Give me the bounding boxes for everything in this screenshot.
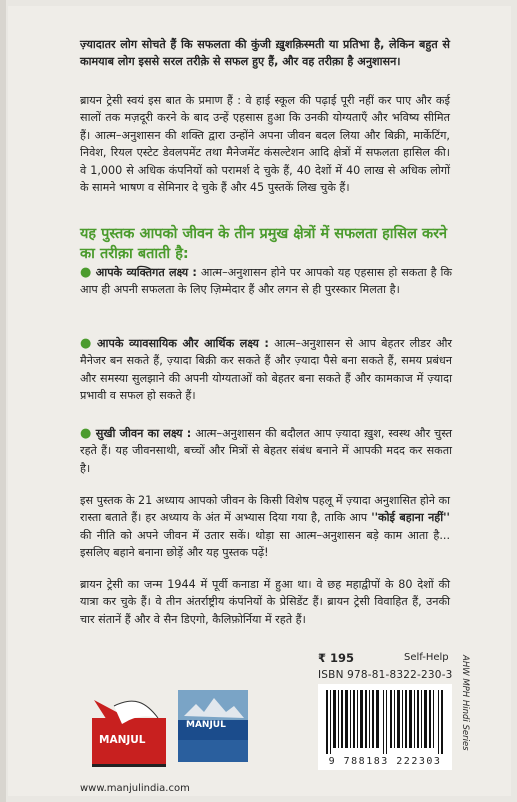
chapters-paragraph: इस पुस्तक के 21 अध्याय आपको जीवन के किसी विशेष पहलू में ज़्यादा अनुशासित होने का रास्ता बताते हैं। हर अध्याय के अंत में अभ्यास दिया गया है, ताकि आप ''कोई बहाना नहीं'' की नीति को अपने जीवन में उतार सकें। थोड़ा सा आत्म–अनुशासन बड़े काम आता है... इसलिए बहाने बनाना छोड़ें और यह पुस्तक पढ़ें!: [80, 494, 451, 560]
publisher-logo-text-2: MANJUL: [186, 720, 226, 730]
isbn: ISBN 978-81-8322-230-3: [318, 669, 453, 681]
intro-paragraph: ज़्यादातर लोग सोचते हैं कि सफलता की कुंजी ख़ुशक़िस्मती या प्रतिभा है, लेकिन बहुत से कामयाब लोग इससे सरल तरीक़े से सफल हुए हैं, और वह तरीक़ा है अनुशासन।: [80, 38, 450, 69]
publisher-logo-text: MANJUL: [99, 734, 146, 746]
price: ₹ 195: [318, 651, 355, 665]
genre-label: Self-Help: [404, 652, 449, 663]
bullet-business-goals: ● आपके व्यावसायिक और आर्थिक लक्ष्य : आत्म–अनुशासन से आप बेहतर लीडर और मैनेजर बन सकते हैं, ज़्यादा बिक्री कर सकते हैं और ज़्यादा पैसे बना सकते हैं, समय प्रबंधन और समस्या सुलझाने की अपनी योग्यताओं को बेहतर बना सकते हैं और कामकाज में ज़्यादा प्रभावी व सफल हो सकते हैं।: [80, 336, 452, 403]
bullet-dot-icon: ●: [80, 336, 94, 351]
section-heading: यह पुस्तक आपको जीवन के तीन प्रमुख क्षेत्रों में सफलता हासिल करने का तरीक़ा बताती है:: [80, 226, 448, 262]
bullet-dot-icon: ●: [80, 426, 92, 441]
website-link[interactable]: www.manjulindia.com: [80, 783, 190, 794]
barcode-bars-icon: [326, 690, 444, 754]
author-birth-paragraph: ब्रायन ट्रेसी का जन्म 1944 में पूर्वी कनाडा में हुआ था। वे छह महाद्वीपों के 80 देशों की यात्रा कर चुके हैं। वे तीन अंतर्राष्ट्रीय कंपनियों के प्रेसिडेंट हैं। ब्रायन ट्रेसी विवाहित हैं, उनकी चार संतानें हैं और वे सैन डिएगो, कैलिफ़ोर्निया में रहते हैं।: [80, 578, 450, 626]
bullet-dot-icon: ●: [80, 265, 92, 280]
series-label: AHW MPH Hindi Series: [460, 655, 470, 751]
bullet-personal-goals: ● आपके व्यक्तिगत लक्ष्य : आत्म–अनुशासन होने पर आपको यह एहसास हो सकता है कि आप ही अपनी सफलता के लिए ज़िम्मेदार हैं और लगन से ही पुरस्कार मिलता है।: [80, 265, 452, 297]
manjul-logo: [84, 688, 172, 772]
book-spine-edge: [0, 0, 6, 802]
barcode-number: 9 788183 222303: [328, 756, 442, 767]
author-bio-paragraph: ब्रायन ट्रेसी स्वयं इस बात के प्रमाण हैं : वे हाई स्कूल की पढ़ाई पूरी नहीं कर पाए और कई सालों तक मज़दूरी करने के बाद उन्हें एहसास हुआ कि उनकी योग्यताएँ और भविष्य सीमित हैं। आत्म–अनुशासन की शक्ति द्वारा उन्होंने अपना जीवन बदल लिया और बिक्री, मार्केटिंग, निवेश, रियल एस्टेट डेवलपमेंट तथा मैनेजमेंट कंसल्टेशन आदि क्षेत्रों में सफलता हासिल की। वे 1,000 से अधिक कंपनियों को परामर्श दे चुके हैं, 40 देशों में 40 लाख से अधिक लोगों के सामने भाषण व सेमिनार दे चुके हैं और 45 पुस्तकें लिख चुके हैं।: [80, 94, 450, 195]
bullet-happy-life: ● सुखी जीवन का लक्ष्य : आत्म–अनुशासन की बदौलत आप ज़्यादा ख़ुश, स्वस्थ और चुस्त रहते हैं। यह जीवनसाथी, बच्चों और मित्रों से बेहतर संबंध बनाने में आपकी मदद कर सकता है।: [80, 426, 452, 475]
barcode: [318, 684, 452, 770]
